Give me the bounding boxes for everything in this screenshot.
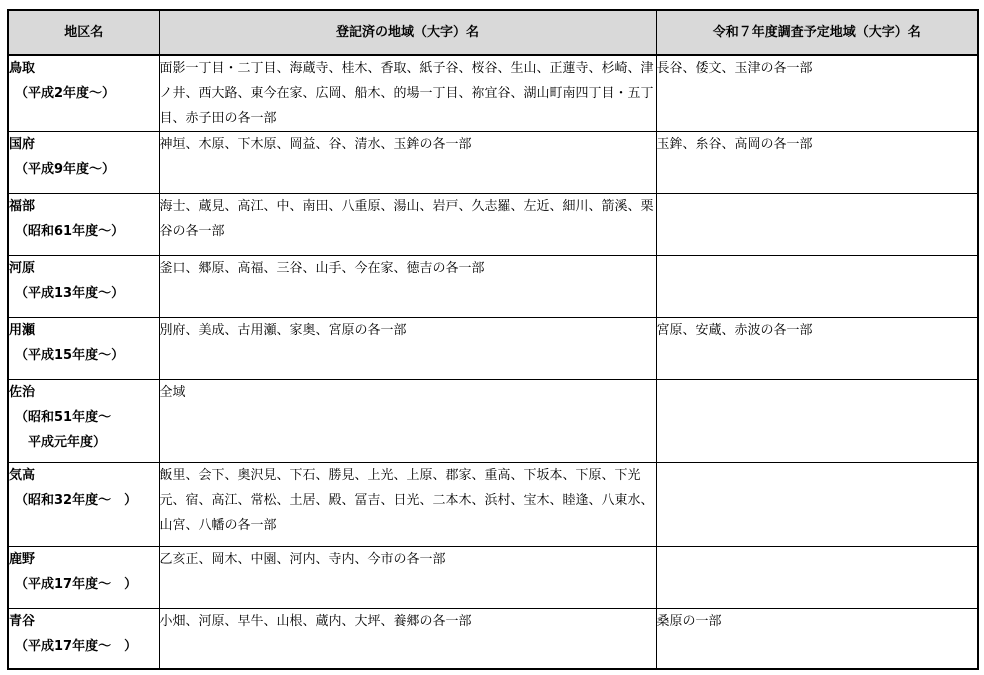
district-period: （平成17年度～ ） [15, 639, 138, 654]
district-cell [8, 194, 159, 256]
district-period: （平成2年度～） [15, 86, 116, 101]
district-period: （平成9年度～） [15, 162, 116, 177]
district-cell [8, 256, 159, 318]
registered-areas: 海士、蔵見、高江、中、南田、八重原、湯山、岩戸、久志羅、左近、細川、箭溪、栗谷の各一部 [159, 194, 656, 256]
district-period: （平成15年度～） [15, 348, 125, 363]
planned-areas [656, 380, 978, 463]
district-cell [8, 318, 159, 380]
registered-areas: 神垣、木原、下木原、岡益、谷、清水、玉鉾の各一部 [159, 132, 656, 194]
district-cell [8, 132, 159, 194]
district-period: （昭和32年度～ ） [15, 493, 138, 508]
district-name: 福部 [9, 199, 36, 214]
planned-areas [656, 547, 978, 609]
district-name: 鹿野 [9, 552, 36, 567]
district-name: 国府 [9, 137, 36, 152]
table-row [8, 55, 978, 132]
district-cell [8, 463, 159, 547]
header-planned: 令和７年度調査予定地域（大字）名 [656, 10, 978, 55]
district-name: 用瀬 [9, 323, 36, 338]
planned-areas: 宮原、安蔵、赤波の各一部 [656, 318, 978, 380]
table-row [8, 380, 978, 463]
table-row [8, 132, 978, 194]
planned-areas: 玉鉾、糸谷、高岡の各一部 [656, 132, 978, 194]
planned-areas: 桑原の一部 [656, 609, 978, 669]
district-name: 河原 [9, 261, 36, 276]
registered-areas: 釜口、郷原、高福、三谷、山手、今在家、徳吉の各一部 [159, 256, 656, 318]
district-period: （昭和61年度～） [15, 224, 125, 239]
district-period: （平成13年度～） [15, 286, 125, 301]
table-row [8, 256, 978, 318]
registered-areas: 小畑、河原、早牛、山根、蔵内、大坪、養郷の各一部 [159, 609, 656, 669]
planned-areas [656, 463, 978, 547]
registered-areas: 全域 [159, 380, 656, 463]
survey-table [7, 9, 979, 670]
table-row [8, 609, 978, 669]
planned-areas: 長谷、倭文、玉津の各一部 [656, 55, 978, 132]
district-name: 気高 [9, 468, 36, 483]
header-registered: 登記済の地域（大字）名 [159, 10, 656, 55]
district-period-end: 平成元年度） [15, 435, 107, 450]
district-period: （平成17年度～ ） [15, 577, 138, 592]
district-name: 佐治 [9, 385, 36, 400]
table-row [8, 547, 978, 609]
district-name: 鳥取 [9, 61, 36, 76]
header-row [8, 10, 978, 55]
planned-areas [656, 256, 978, 318]
registered-areas: 飯里、会下、奥沢見、下石、勝見、上光、上原、郡家、重高、下坂本、下原、下光元、宿、高江、常松、土居、殿、冨吉、日光、二本木、浜村、宝木、睦逢、八東水、山宮、八幡の各一部 [159, 463, 656, 547]
header-district: 地区名 [8, 10, 159, 55]
table-row [8, 463, 978, 547]
district-cell [8, 547, 159, 609]
district-cell [8, 380, 159, 463]
district-name: 青谷 [9, 614, 36, 629]
district-cell [8, 55, 159, 132]
registered-areas: 乙亥正、岡木、中園、河内、寺内、今市の各一部 [159, 547, 656, 609]
district-period: （昭和51年度～ [15, 410, 112, 425]
district-cell [8, 609, 159, 669]
table-row [8, 194, 978, 256]
registered-areas: 別府、美成、古用瀬、家奥、宮原の各一部 [159, 318, 656, 380]
registered-areas: 面影一丁目・二丁目、海蔵寺、桂木、香取、紙子谷、桜谷、生山、正蓮寺、杉崎、津ノ井、西大路、東今在家、広岡、船木、的場一丁目、祢宜谷、湖山町南四丁目・五丁目、赤子田の各一部 [159, 55, 656, 132]
table-row [8, 318, 978, 380]
planned-areas [656, 194, 978, 256]
